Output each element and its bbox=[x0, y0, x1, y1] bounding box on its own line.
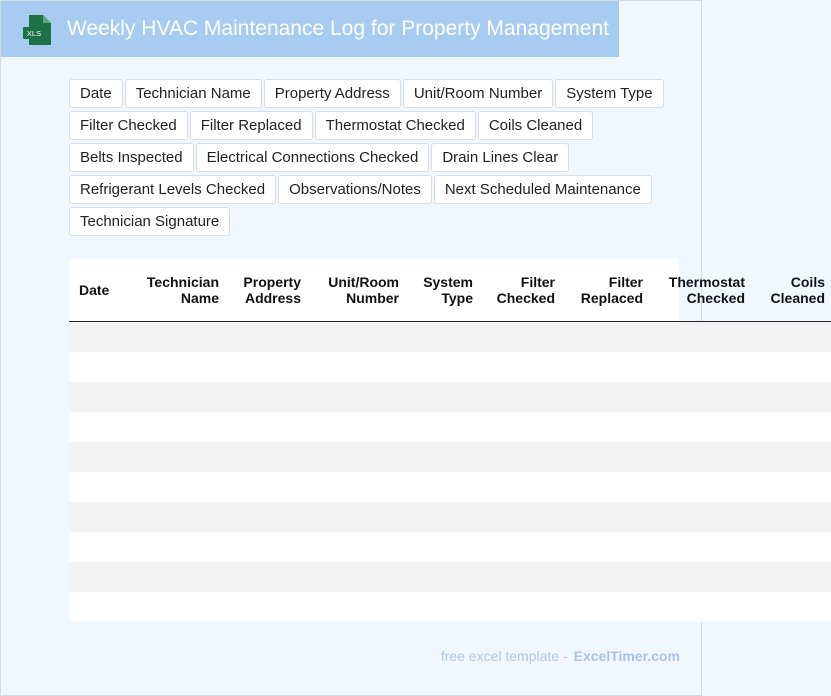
table-cell[interactable] bbox=[561, 502, 649, 532]
column-header bbox=[225, 259, 307, 322]
table-cell[interactable] bbox=[307, 562, 405, 592]
table-cell[interactable] bbox=[751, 532, 831, 562]
table-cell[interactable] bbox=[405, 322, 479, 353]
table-cell[interactable] bbox=[307, 412, 405, 442]
column-header-line: Unit/Room bbox=[328, 274, 399, 290]
table-cell[interactable] bbox=[133, 592, 225, 622]
table-cell[interactable] bbox=[405, 592, 479, 622]
table-cell[interactable] bbox=[405, 442, 479, 472]
table-cell[interactable] bbox=[649, 532, 751, 562]
field-chip[interactable]: System Type bbox=[555, 79, 663, 108]
table-cell[interactable] bbox=[307, 502, 405, 532]
column-header bbox=[405, 259, 479, 322]
column-header-line: Filter bbox=[520, 274, 555, 290]
table-row bbox=[69, 532, 831, 562]
table-cell[interactable] bbox=[225, 442, 307, 472]
table-cell[interactable] bbox=[649, 322, 751, 353]
column-header-line: Number bbox=[346, 290, 399, 306]
field-chip[interactable]: Refrigerant Levels Checked bbox=[69, 175, 276, 204]
field-chip[interactable]: Thermostat Checked bbox=[315, 111, 476, 140]
table-cell[interactable] bbox=[479, 352, 561, 382]
field-chip[interactable]: Technician Name bbox=[125, 79, 262, 108]
table-cell[interactable] bbox=[649, 562, 751, 592]
table-cell[interactable] bbox=[649, 502, 751, 532]
table-cell[interactable] bbox=[225, 322, 307, 353]
table-cell[interactable] bbox=[561, 532, 649, 562]
table-cell[interactable] bbox=[649, 442, 751, 472]
column-header-line: Address bbox=[244, 290, 301, 306]
table-cell[interactable] bbox=[561, 562, 649, 592]
table-cell[interactable] bbox=[751, 562, 831, 592]
table-cell[interactable] bbox=[133, 352, 225, 382]
table-cell[interactable] bbox=[751, 442, 831, 472]
table-cell[interactable] bbox=[479, 442, 561, 472]
table-cell[interactable] bbox=[649, 472, 751, 502]
table-cell[interactable] bbox=[479, 502, 561, 532]
table-row bbox=[69, 442, 831, 472]
excel-file-icon bbox=[23, 15, 51, 45]
table-cell[interactable] bbox=[479, 472, 561, 502]
table-cell[interactable] bbox=[751, 382, 831, 412]
table-cell[interactable] bbox=[561, 442, 649, 472]
table-header-row bbox=[69, 259, 831, 322]
table-cell[interactable] bbox=[307, 382, 405, 412]
table-cell[interactable] bbox=[133, 502, 225, 532]
column-header bbox=[561, 259, 649, 322]
table-cell[interactable] bbox=[133, 412, 225, 442]
table-cell[interactable] bbox=[561, 382, 649, 412]
field-chip[interactable]: Property Address bbox=[264, 79, 401, 108]
field-chip[interactable]: Next Scheduled Maintenance bbox=[434, 175, 652, 204]
table-cell[interactable] bbox=[225, 412, 307, 442]
column-header bbox=[649, 259, 751, 322]
footer-brand-link[interactable]: ExcelTimer.com bbox=[573, 648, 680, 664]
table-cell[interactable] bbox=[751, 472, 831, 502]
table-cell[interactable] bbox=[307, 592, 405, 622]
table-cell[interactable] bbox=[225, 532, 307, 562]
field-chip[interactable]: Technician Signature bbox=[69, 207, 230, 236]
table-cell[interactable] bbox=[561, 352, 649, 382]
column-header bbox=[69, 259, 133, 322]
field-chip[interactable]: Coils Cleaned bbox=[478, 111, 593, 140]
table-cell[interactable] bbox=[405, 502, 479, 532]
table-cell[interactable] bbox=[69, 322, 133, 353]
table-cell[interactable] bbox=[307, 322, 405, 353]
table-cell[interactable] bbox=[751, 502, 831, 532]
table-cell[interactable] bbox=[69, 352, 133, 382]
table-cell[interactable] bbox=[225, 502, 307, 532]
table-row bbox=[69, 472, 831, 502]
table-row bbox=[69, 382, 831, 412]
table-cell[interactable] bbox=[69, 412, 133, 442]
table-cell[interactable] bbox=[405, 532, 479, 562]
footer-text: free excel template - bbox=[440, 648, 568, 664]
table-cell[interactable] bbox=[69, 472, 133, 502]
table-cell[interactable] bbox=[751, 412, 831, 442]
table-cell[interactable] bbox=[69, 442, 133, 472]
table-row bbox=[69, 322, 831, 353]
table-cell[interactable] bbox=[649, 412, 751, 442]
log-table-container bbox=[69, 259, 825, 621]
table-cell[interactable] bbox=[405, 352, 479, 382]
table-cell[interactable] bbox=[225, 592, 307, 622]
column-header-line: Technician bbox=[146, 274, 219, 290]
log-table bbox=[69, 259, 831, 622]
field-chip[interactable]: Drain Lines Clear bbox=[431, 143, 569, 172]
table-cell[interactable] bbox=[479, 532, 561, 562]
column-header-line: Filter bbox=[608, 274, 643, 290]
field-chip[interactable]: Date bbox=[69, 79, 123, 108]
table-cell[interactable] bbox=[561, 412, 649, 442]
column-header-line: Date bbox=[79, 282, 110, 298]
table-cell[interactable] bbox=[307, 472, 405, 502]
table-cell[interactable] bbox=[69, 532, 133, 562]
table-cell[interactable] bbox=[133, 472, 225, 502]
field-chip[interactable]: Observations/Notes bbox=[278, 175, 432, 204]
table-row bbox=[69, 562, 831, 592]
table-cell[interactable] bbox=[133, 322, 225, 353]
field-chip-list bbox=[69, 79, 669, 236]
table-cell[interactable] bbox=[649, 352, 751, 382]
table-cell[interactable] bbox=[225, 352, 307, 382]
footer-credit bbox=[441, 648, 680, 664]
table-cell[interactable] bbox=[133, 562, 225, 592]
field-chip[interactable]: Electrical Connections Checked bbox=[196, 143, 430, 172]
page-title: Weekly HVAC Maintenance Log for Property Management bbox=[67, 17, 609, 40]
table-cell[interactable] bbox=[225, 472, 307, 502]
table-cell[interactable] bbox=[225, 382, 307, 412]
table-row bbox=[69, 412, 831, 442]
table-row bbox=[69, 352, 831, 382]
table-cell[interactable] bbox=[751, 592, 831, 622]
table-cell[interactable] bbox=[751, 352, 831, 382]
column-header-line: Checked bbox=[686, 290, 745, 306]
table-cell[interactable] bbox=[479, 322, 561, 353]
table-cell[interactable] bbox=[133, 532, 225, 562]
column-header-line: Coils bbox=[790, 274, 825, 290]
field-chip[interactable]: Filter Checked bbox=[69, 111, 188, 140]
title-banner bbox=[1, 1, 619, 57]
column-header-line: Thermostat bbox=[668, 274, 745, 290]
table-cell[interactable] bbox=[225, 562, 307, 592]
table-cell[interactable] bbox=[479, 382, 561, 412]
table-cell[interactable] bbox=[561, 592, 649, 622]
xls-icon-label: XLS bbox=[26, 29, 42, 38]
column-header bbox=[479, 259, 561, 322]
column-header-line: Checked bbox=[496, 290, 555, 306]
table-row bbox=[69, 592, 831, 622]
column-header-line: System bbox=[423, 274, 473, 290]
table-cell[interactable] bbox=[561, 472, 649, 502]
table-cell[interactable] bbox=[649, 592, 751, 622]
field-chip[interactable]: Unit/Room Number bbox=[403, 79, 553, 108]
column-header bbox=[751, 259, 831, 322]
column-header-line: Property bbox=[243, 274, 301, 290]
column-header-line: Cleaned bbox=[770, 290, 825, 306]
column-header bbox=[133, 259, 225, 322]
table-cell[interactable] bbox=[479, 412, 561, 442]
table-cell[interactable] bbox=[405, 412, 479, 442]
column-header-line: Replaced bbox=[580, 290, 643, 306]
column-header-line: Name bbox=[180, 290, 219, 306]
table-cell[interactable] bbox=[649, 382, 751, 412]
field-chip[interactable]: Filter Replaced bbox=[190, 111, 313, 140]
table-cell[interactable] bbox=[69, 562, 133, 592]
table-cell[interactable] bbox=[307, 352, 405, 382]
table-cell[interactable] bbox=[479, 562, 561, 592]
column-header-line: Type bbox=[441, 290, 473, 306]
field-chip[interactable]: Belts Inspected bbox=[69, 143, 194, 172]
table-cell[interactable] bbox=[751, 322, 831, 353]
table-cell[interactable] bbox=[405, 562, 479, 592]
table-cell[interactable] bbox=[69, 592, 133, 622]
table-cell[interactable] bbox=[133, 382, 225, 412]
table-cell[interactable] bbox=[479, 592, 561, 622]
table-cell[interactable] bbox=[69, 382, 133, 412]
table-row bbox=[69, 502, 831, 532]
table-cell[interactable] bbox=[307, 532, 405, 562]
table-cell[interactable] bbox=[405, 472, 479, 502]
table-cell[interactable] bbox=[307, 442, 405, 472]
table-cell[interactable] bbox=[405, 382, 479, 412]
column-header bbox=[307, 259, 405, 322]
table-cell[interactable] bbox=[69, 502, 133, 532]
table-cell[interactable] bbox=[561, 322, 649, 353]
table-cell[interactable] bbox=[133, 442, 225, 472]
